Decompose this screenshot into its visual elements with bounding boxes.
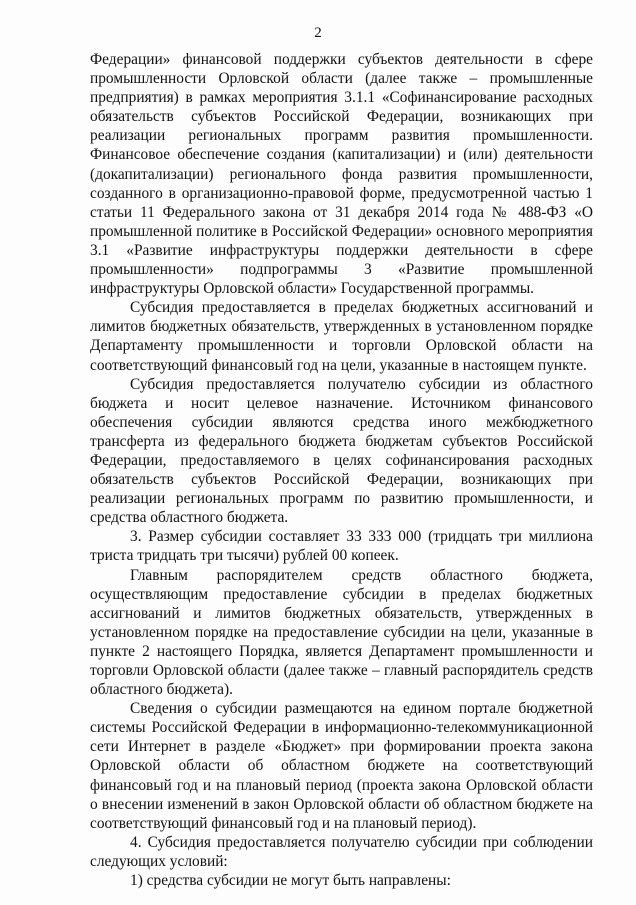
paragraph-7: 4. Субсидия предоставляется получателю субсидии при соблюдении следующих условий: [90, 833, 593, 870]
paragraph-5: Главным распорядителем средств областного бюджета, осуществляющим предоставление субсидии в пределах бюджетных ассигнований и лимитов бюджетных обязательств, утвержденных в установленном порядке на предоставление субсидии на цели, указанные в пункте 2 настоящего Порядка, является Департамент промышленности и торговли Орловской области (далее также – главный распорядитель средств областного бюджета). [90, 566, 593, 699]
page-number: 2 [314, 25, 322, 41]
paragraph-2: Субсидия предоставляется в пределах бюджетных ассигнований и лимитов бюджетных обязательств, утвержденных в установленном порядке Департаменту промышленности и торговли Орловской области на соответствующий финансовый год на цели, указанные в настоящем пункте. [90, 299, 593, 374]
paragraph-3: Субсидия предоставляется получателю субсидии из областного бюджета и носит целевое назначение. Источником финансового обеспечения субсидии являются средства иного межбюджетного трансферта из федерального бюджета бюджетам субъектов Российской Федерации, предоставляемого в целях софинансирования расходных обязательств субъектов Российской Федерации, возникающих при реализации региональных программ по развитию промышленности, и средства областного бюджета. [90, 375, 593, 527]
paragraph-1: Федерации» финансовой поддержки субъектов деятельности в сфере промышленности Орловской области (далее также – промышленные предприятия) в рамках мероприятия 3.1.1 «Софинансирование расходных обязательств субъектов Российской Федерации, возникающих при реализации региональных программ развития промышленности. Финансовое обеспечение создания (капитализации) и (или) деятельности (докапитализации) регионального фонда развития промышленности, созданного в организационно-правовой форме, предусмотренной частью 1 статьи 11 Федерального закона от 31 декабря 2014 года № 488-ФЗ «О промышленной политике в Российской Федерации» основного мероприятия 3.1 «Развитие инфраструктуры поддержки деятельности в сфере промышленности» подпрограммы 3 «Развитие промышленной инфраструктуры Орловской области» Государственной программы. [90, 51, 593, 298]
paragraph-8: 1) средства субсидии не могут быть направлены: [130, 872, 451, 890]
document-body [90, 50, 593, 890]
paragraph-4: 3. Размер субсидии составляет 33 333 000 (тридцать три миллиона триста тридцать три тысячи) рублей 00 копеек. [90, 528, 593, 565]
paragraph-6: Сведения о субсидии размещаются на едином портале бюджетной системы Российской Федерации в информационно-телекоммуникационной сети Интернет в разделе «Бюджет» при формировании проекта закона Орловской области об областном бюджете на соответствующий финансовый год и на плановый период (проекта закона Орловской области о внесении изменений в закон Орловской области об областном бюджете на соответствующий финансовый год и на плановый период). [90, 700, 593, 832]
